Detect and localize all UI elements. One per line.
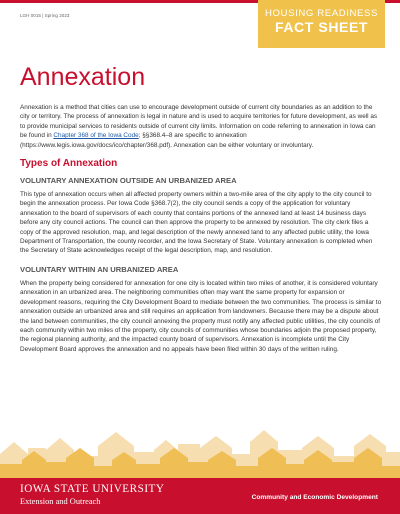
- fact-sheet-badge: [258, 0, 385, 48]
- town-skyline-illustration: [0, 420, 400, 478]
- section-heading-within-urbanized: VOLUNTARY WITHIN AN URBANIZED AREA: [20, 264, 179, 274]
- footer-bar: [0, 478, 400, 514]
- department-label: Community and Economic Development: [251, 494, 378, 501]
- intro-paragraph: [20, 103, 382, 150]
- document-body: [20, 103, 382, 354]
- badge-type-label: FACT SHEET: [274, 19, 369, 35]
- isu-wordmark: IOWA STATE UNIVERSITY: [20, 483, 165, 495]
- intro-text-after-link: ; §§368.4–8 are specific to annexation (https://www.legis.iowa.gov/docs/ico/chapter/368.pdf). Annexation can be either voluntary or involuntary.: [20, 132, 314, 149]
- publication-id: LGH 0015 | Spring 2023: [20, 13, 70, 18]
- iowa-code-chapter-link[interactable]: Chapter 368 of the Iowa Code: [53, 132, 139, 140]
- section-body-outside-urbanized: This type of annexation occurs when all affected property owners within a two-mile area of the city apply to the city council to begin the annexation process. Per Iowa Code §368.7(2), the city council sends a copy of the application for voluntary annexation to the board of supervisors of each county that contains portions of the annexed land at least 14 business days before any city council actions. The council can then approve the property to be annexed by resolution. The city clerk files a copy of the approved resolution, map, and legal description of the newly annexed land to any affected public utility, the Iowa Department of Transportation, the county recorder, and the Iowa Secretary of State. Voluntary annexation is completed when the Secretary of State acknowledges receipt of the legal description, map, and resolution.: [20, 191, 373, 255]
- types-of-annexation-heading: Types of Annexation: [20, 158, 118, 170]
- section-heading-outside-urbanized: VOLUNTARY ANNEXATION OUTSIDE AN URBANIZED AREA: [20, 176, 237, 186]
- badge-series-label: HOUSING READINESS: [264, 8, 379, 19]
- page-title: Annexation: [20, 63, 146, 91]
- section-body-within-urbanized: When the property being considered for annexation for one city is located within two miles of another, it is considered voluntary annexation in an urbanized area. The neighboring communities often may want the same property for expansion or development reasons, requiring the City Development Board to mediate between the two communities. The process is similar to annexation outside an urbanized area and still requires an application from landowners. Because there may be a dispute about the land between communities, the city council annexing the property must notify any affected public utilities, the city councils of each community within two miles of the property, city councils of communities whose boundaries adjoin the proposed property, the regional planning authority, and the impacted county board of supervisors. Annexation is incomplete until the City Development Board approves the annexation and no appeals have been filed within 30 days of the written ruling.: [20, 279, 382, 353]
- isu-extension-label: Extension and Outreach: [20, 497, 101, 506]
- intro-text-before-link: Annexation is a method that cities can use to encourage development outside of current city boundaries as an addition to the city or territory. The process of annexation is legal in nature and is used to acquire territories for future development, as well as to provide municipal services to residents outside of current city limits. Information on code referring to annexation in Iowa can be found in: [20, 104, 378, 140]
